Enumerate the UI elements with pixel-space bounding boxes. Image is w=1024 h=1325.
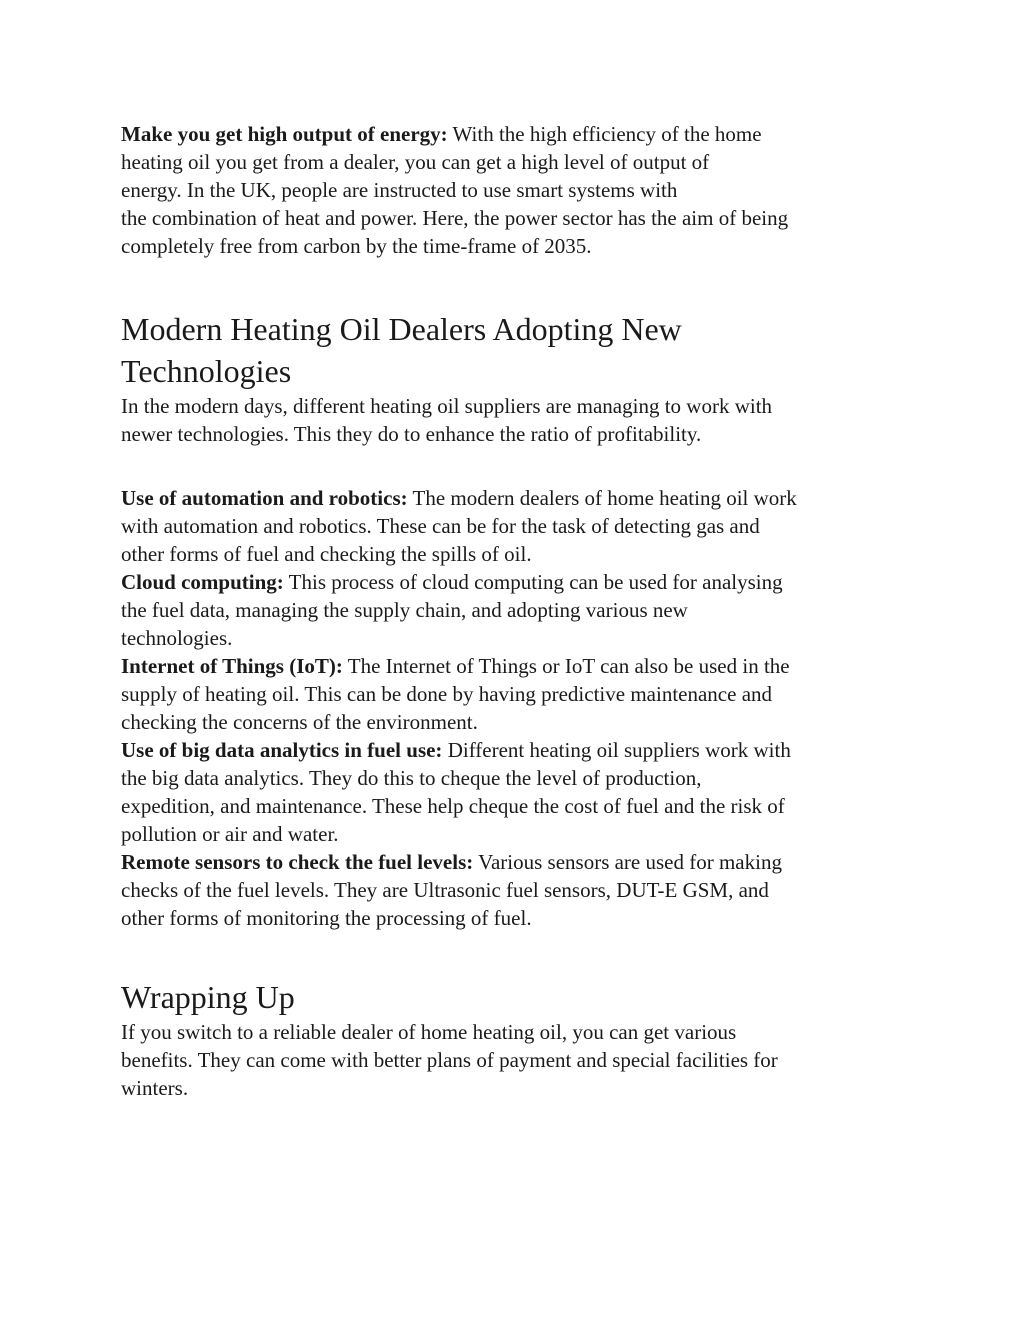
intro-paragraph [121,120,911,260]
item-line [121,568,911,596]
item-line [121,736,911,764]
item-line [121,484,911,512]
item-line: the fuel data, managing the supply chain, and adopting various new [121,598,688,622]
item-cloud [121,568,911,652]
item-line [121,652,911,680]
item-line: other forms of monitoring the processing of fuel. [121,906,532,930]
item-remote-sensors [121,848,911,932]
item-line: expedition, and maintenance. These help cheque the cost of fuel and the risk of [121,794,785,818]
intro-line-2: heating oil you get from a dealer, you can get a high level of output of [121,150,710,174]
intro-line-5: completely free from carbon by the time-frame of 2035. [121,234,592,258]
item-line: other forms of fuel and checking the spills of oil. [121,542,532,566]
item-line [121,848,911,876]
section-heading-modern [121,308,911,392]
item-automation [121,484,911,568]
item-line: with automation and robotics. These can be for the task of detecting gas and [121,514,760,538]
spacer [121,260,911,308]
item-text: This process of cloud computing can be used for analysing [283,570,783,594]
intro-line-3: energy. In the UK, people are instructed to use smart systems with [121,178,678,202]
item-line: the big data analytics. They do this to cheque the level of production, [121,766,702,790]
modern-line-1: In the modern days, different heating oil suppliers are managing to work with [121,394,773,418]
heading-line-1: Modern Heating Oil Dealers Adopting New [121,311,682,347]
intro-text: With the high efficiency of the home [447,122,762,146]
item-label: Remote sensors to check the fuel levels: [121,850,474,874]
document-page [121,120,911,1102]
heading-line-2: Technologies [121,353,292,389]
intro-label: Make you get high output of energy: [121,122,448,146]
modern-line-2: newer technologies. This they do to enhance the ratio of profitability. [121,422,702,446]
wrap-line-1: If you switch to a reliable dealer of home heating oil, you can get various [121,1020,737,1044]
item-text: Different heating oil suppliers work with [442,738,791,762]
item-line: technologies. [121,626,233,650]
item-line: checks of the fuel levels. They are Ultrasonic fuel sensors, DUT-E GSM, and [121,878,769,902]
item-label: Use of big data analytics in fuel use: [121,738,443,762]
spacer [121,448,911,484]
item-text: The Internet of Things or IoT can also be used in the [342,654,790,678]
intro-line-1 [121,120,911,148]
wrap-line-2: benefits. They can come with better plans of payment and special facilities for [121,1048,778,1072]
modern-paragraph [121,392,911,448]
item-iot [121,652,911,736]
spacer [121,932,911,976]
item-label: Cloud computing: [121,570,284,594]
item-big-data [121,736,911,848]
wrap-paragraph [121,1018,911,1102]
intro-line-4: the combination of heat and power. Here, the power sector has the aim of being [121,206,789,230]
wrap-line-3: winters. [121,1076,189,1100]
item-text: Various sensors are used for making [473,850,782,874]
section-heading-wrapping-up: Wrapping Up [121,979,295,1015]
item-line: supply of heating oil. This can be done by having predictive maintenance and [121,682,773,706]
item-line: pollution or air and water. [121,822,339,846]
item-label: Use of automation and robotics: [121,486,408,510]
item-line: checking the concerns of the environment. [121,710,478,734]
item-label: Internet of Things (IoT): [121,654,343,678]
item-text: The modern dealers of home heating oil work [407,486,797,510]
